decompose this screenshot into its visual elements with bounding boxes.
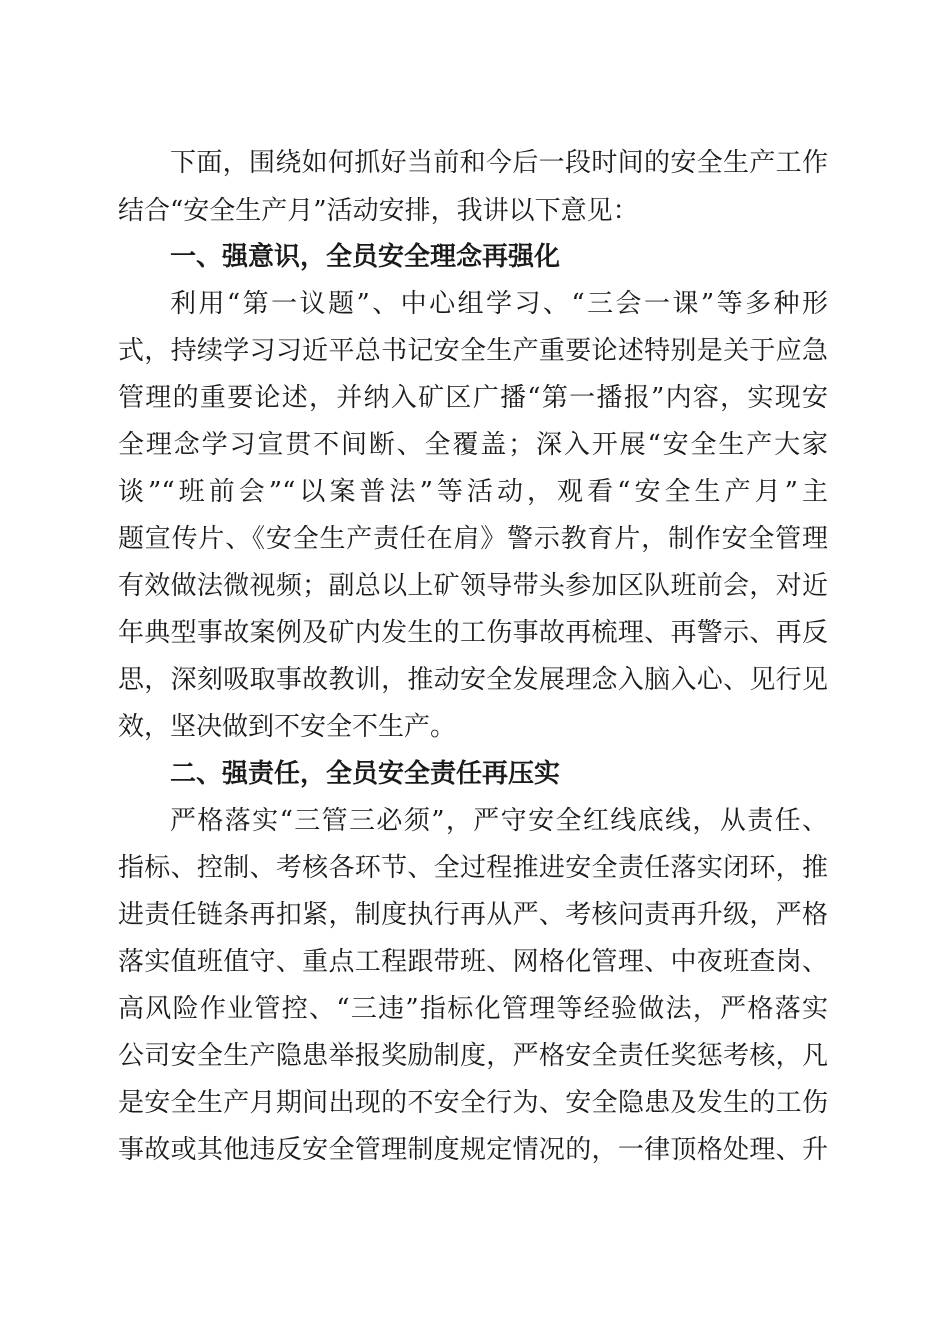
intro-line-2: 结合“安全生产月”活动安排，我讲以下意见： [118, 196, 639, 226]
section1-line-10: 效，坚决做到不安全不生产。 [118, 712, 457, 742]
section1-line-2: 式，持续学习习近平总书记安全生产重要论述特别是关于应急 [118, 336, 828, 366]
section2-line-4: 落实值班值守、重点工程跟带班、网格化管理、中夜班查岗、 [118, 947, 828, 977]
section1-heading: 一、强意识，全员安全理念再强化 [170, 242, 561, 272]
section2-line-8: 事故或其他违反安全管理制度规定情况的，一律顶格处理、升 [118, 1135, 828, 1165]
section2-line-2: 指标、控制、考核各环节、全过程推进安全责任落实闭环，推 [118, 853, 828, 883]
section1-line-5: 谈”“班前会”“以案普法”等活动，观看“安全生产月”主 [118, 477, 828, 507]
section2-line-6: 公司安全生产隐患举报奖励制度，严格安全责任奖惩考核，凡 [118, 1041, 828, 1071]
intro-line-1: 下面，围绕如何抓好当前和今后一段时间的安全生产工作 [170, 148, 828, 178]
section2-line-1: 严格落实“三管三必须”，严守安全红线底线，从责任、 [170, 806, 828, 836]
section2-line-3: 进责任链条再扣紧，制度执行再从严、考核问责再升级，严格 [118, 900, 828, 930]
section1-line-4: 全理念学习宣贯不间断、全覆盖；深入开展“安全生产大家 [118, 430, 828, 460]
section1-line-7: 有效做法微视频；副总以上矿领导带头参加区队班前会，对近 [118, 571, 828, 601]
section1-line-8: 年典型事故案例及矿内发生的工伤事故再梳理、再警示、再反 [118, 618, 828, 648]
section2-line-7: 是安全生产月期间出现的不安全行为、安全隐患及发生的工伤 [118, 1088, 828, 1118]
section2-line-5: 高风险作业管控、“三违”指标化管理等经验做法，严格落实 [118, 994, 828, 1024]
section1-line-3: 管理的重要论述，并纳入矿区广播“第一播报”内容，实现安 [118, 383, 828, 413]
section2-heading: 二、强责任，全员安全责任再压实 [170, 759, 561, 789]
section1-line-1: 利用“第一议题”、中心组学习、“三会一课”等多种形 [170, 289, 828, 319]
section1-line-9: 思，深刻吸取事故教训，推动安全发展理念入脑入心、见行见 [118, 665, 828, 695]
section1-line-6: 题宣传片、《安全生产责任在肩》警示教育片，制作安全管理 [118, 524, 828, 554]
